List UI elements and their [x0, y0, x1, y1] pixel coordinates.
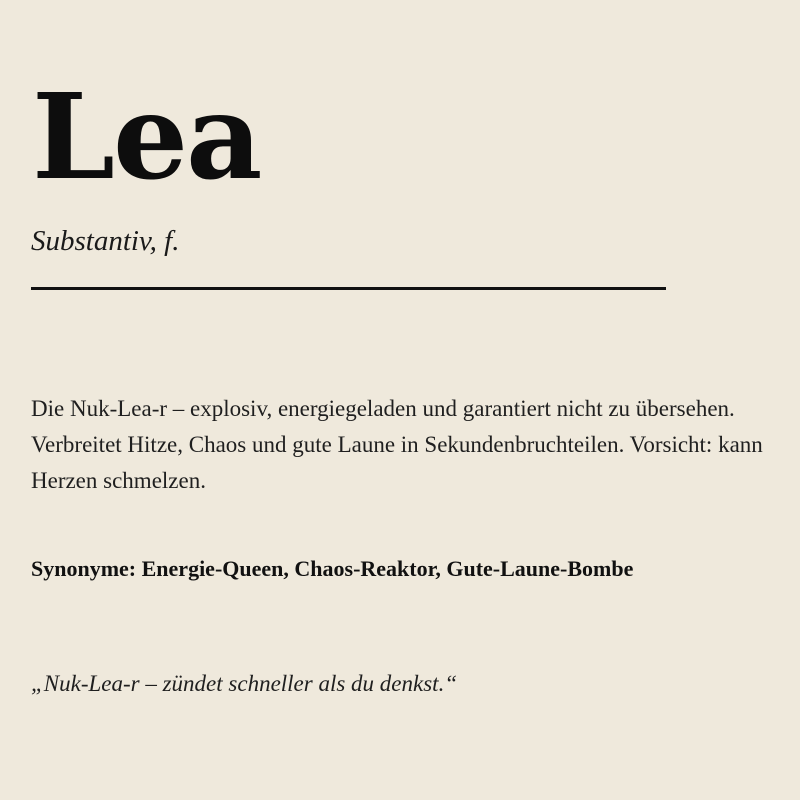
synonyms-line: [31, 552, 791, 586]
quote-text: „Nuk-Lea-r – zündet schneller als du denkst.“: [31, 671, 458, 696]
divider-line: [31, 287, 666, 290]
part-of-speech: Substantiv, f.: [31, 225, 180, 257]
entry-word: Lea: [32, 67, 261, 206]
definition-text: Die Nuk-Lea-r – explosiv, energiegeladen und garantiert nicht zu übersehen. Verbreitet Hitze, Chaos und gute Laune in Sekundenbruchteilen. Vorsicht: kann Herzen schmelzen.: [31, 396, 763, 493]
synonyms-list: Energie-Queen, Chaos-Reaktor, Gute-Laune-Bombe: [141, 556, 634, 581]
synonyms-label: Synonyme:: [31, 556, 137, 581]
